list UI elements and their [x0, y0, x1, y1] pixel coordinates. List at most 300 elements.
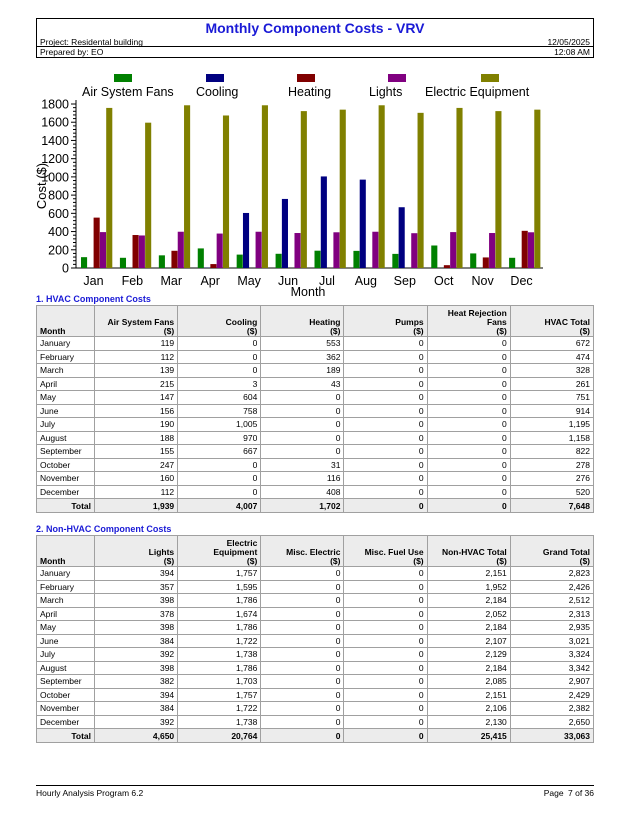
- hvac-table-header: [37, 306, 594, 337]
- bar: [262, 105, 268, 268]
- bar: [470, 253, 476, 268]
- table-cell: 384: [95, 634, 178, 648]
- table-cell: 1,757: [178, 567, 261, 581]
- x-tick-label: Aug: [354, 274, 377, 288]
- y-tick-label: 400: [48, 225, 69, 240]
- table-cell: 0: [427, 485, 510, 499]
- table-cell: 398: [95, 661, 178, 675]
- table-row: [37, 607, 594, 621]
- table-cell: 0: [261, 431, 344, 445]
- nonhvac-col-header: [510, 536, 593, 567]
- header-text: Non-HVAC Total: [441, 547, 507, 557]
- x-tick-label: Jul: [318, 274, 335, 288]
- table-cell: 0: [261, 607, 344, 621]
- total-cell: 7,648: [510, 499, 593, 513]
- legend-label: Air System Fans: [82, 85, 174, 99]
- table-cell: September: [37, 445, 95, 459]
- table-cell: 2,907: [510, 675, 593, 689]
- table-cell: March: [37, 594, 95, 608]
- table-cell: December: [37, 715, 95, 729]
- table-cell: March: [37, 364, 95, 378]
- program-name: Hourly Analysis Program 6.2: [36, 788, 144, 798]
- header-text: Misc. Electric: [286, 547, 341, 557]
- x-axis-label: Month: [290, 285, 326, 299]
- total-row: [37, 729, 594, 743]
- table-cell: September: [37, 675, 95, 689]
- table-cell: 1,674: [178, 607, 261, 621]
- table-row: [37, 431, 594, 445]
- table-cell: 1,757: [178, 688, 261, 702]
- bar: [133, 235, 139, 268]
- table-cell: 3: [178, 377, 261, 391]
- table-cell: May: [37, 621, 95, 635]
- table-cell: 0: [344, 418, 427, 432]
- table-cell: 2,151: [427, 688, 510, 702]
- total-cell: 0: [261, 729, 344, 743]
- table-row: [37, 472, 594, 486]
- bar: [100, 232, 106, 268]
- table-cell: 604: [178, 391, 261, 405]
- table-cell: 31: [261, 458, 344, 472]
- header-text: HVAC Total: [544, 317, 590, 327]
- table-row: [37, 567, 594, 581]
- table-cell: 2,184: [427, 661, 510, 675]
- table-cell: 382: [95, 675, 178, 689]
- table-cell: 0: [344, 594, 427, 608]
- bar: [353, 251, 359, 268]
- report-title: Monthly Component Costs - VRV: [205, 20, 425, 36]
- bar: [294, 233, 300, 268]
- table-cell: 188: [95, 431, 178, 445]
- table-cell: 0: [344, 661, 427, 675]
- table-cell: 474: [510, 350, 593, 364]
- total-cell: Total: [37, 729, 95, 743]
- hvac-col-header: [178, 306, 261, 337]
- table-cell: 160: [95, 472, 178, 486]
- total-row: [37, 499, 594, 513]
- header-text: Equipment: [213, 547, 258, 557]
- total-cell: 33,063: [510, 729, 593, 743]
- table-row: [37, 661, 594, 675]
- x-tick-label: Feb: [121, 274, 144, 288]
- table-row: [37, 594, 594, 608]
- nonhvac-section-title: 2. Non-HVAC Component Costs: [36, 524, 172, 534]
- x-tick-label: Mar: [160, 274, 183, 288]
- table-cell: 394: [95, 567, 178, 581]
- table-cell: 2,129: [427, 648, 510, 662]
- header-text: ($): [579, 326, 590, 336]
- legend-swatch: [388, 74, 406, 82]
- table-row: [37, 391, 594, 405]
- total-cell: 1,939: [95, 499, 178, 513]
- table-cell: 398: [95, 621, 178, 635]
- bar: [94, 218, 100, 268]
- hvac-section-title: 1. HVAC Component Costs: [36, 294, 151, 304]
- x-tick-label: Sep: [393, 274, 416, 288]
- table-cell: 0: [261, 391, 344, 405]
- table-cell: 2,313: [510, 607, 593, 621]
- bar: [534, 110, 540, 268]
- bar: [223, 115, 229, 268]
- header-text: ($): [246, 556, 258, 566]
- table-cell: July: [37, 648, 95, 662]
- total-cell: 0: [344, 499, 427, 513]
- table-row: [37, 648, 594, 662]
- project-name: Project: Residental building: [40, 37, 144, 47]
- table-row: [37, 580, 594, 594]
- table-cell: October: [37, 458, 95, 472]
- y-tick-label: 1600: [41, 115, 69, 130]
- table-cell: 0: [427, 391, 510, 405]
- table-cell: 0: [344, 377, 427, 391]
- table-cell: 3,324: [510, 648, 593, 662]
- table-cell: October: [37, 688, 95, 702]
- table-cell: 392: [95, 648, 178, 662]
- table-cell: 758: [178, 404, 261, 418]
- table-cell: 667: [178, 445, 261, 459]
- table-cell: 0: [344, 404, 427, 418]
- table-cell: 0: [178, 364, 261, 378]
- legend-swatch: [206, 74, 224, 82]
- table-cell: 2,823: [510, 567, 593, 581]
- header-text: ($): [413, 326, 424, 336]
- table-cell: May: [37, 391, 95, 405]
- nonhvac-col-header: [427, 536, 510, 567]
- bar: [159, 255, 165, 268]
- table-cell: 3,021: [510, 634, 593, 648]
- table-cell: 190: [95, 418, 178, 432]
- table-cell: 0: [427, 472, 510, 486]
- total-cell: 4,650: [95, 729, 178, 743]
- header-text: Misc. Fuel Use: [364, 547, 424, 557]
- bar: [360, 180, 366, 268]
- table-cell: 0: [344, 431, 427, 445]
- table-cell: 0: [344, 634, 427, 648]
- table-cell: January: [37, 567, 95, 581]
- table-cell: 0: [427, 350, 510, 364]
- bar: [444, 265, 450, 268]
- hvac-col-header: [427, 306, 510, 337]
- legend-swatch: [297, 74, 315, 82]
- table-cell: 0: [344, 715, 427, 729]
- table-cell: 0: [344, 675, 427, 689]
- x-tick-label: Apr: [200, 274, 220, 288]
- table-cell: June: [37, 404, 95, 418]
- table-cell: August: [37, 431, 95, 445]
- table-cell: 0: [344, 621, 427, 635]
- bar: [178, 232, 184, 268]
- report-time: 12:08 AM: [554, 47, 590, 57]
- table-cell: 1,952: [427, 580, 510, 594]
- table-cell: 0: [427, 445, 510, 459]
- y-tick-label: 1000: [41, 170, 69, 185]
- x-tick-label: Oct: [433, 274, 454, 288]
- bar: [483, 257, 489, 268]
- x-tick-label: Jun: [277, 274, 299, 288]
- table-cell: 0: [427, 337, 510, 351]
- table-cell: 970: [178, 431, 261, 445]
- x-tick-label: Dec: [510, 274, 533, 288]
- table-cell: April: [37, 607, 95, 621]
- legend-label: Electric Equipment: [425, 85, 530, 99]
- table-cell: 119: [95, 337, 178, 351]
- table-row: [37, 688, 594, 702]
- table-cell: 2,184: [427, 621, 510, 635]
- table-cell: 392: [95, 715, 178, 729]
- bar: [184, 105, 190, 268]
- table-cell: 2,184: [427, 594, 510, 608]
- page-label: Page: [543, 788, 564, 798]
- table-cell: 0: [344, 688, 427, 702]
- table-cell: July: [37, 418, 95, 432]
- total-cell: 20,764: [178, 729, 261, 743]
- table-cell: February: [37, 350, 95, 364]
- table-cell: 0: [261, 634, 344, 648]
- bar: [243, 213, 249, 268]
- table-cell: 398: [95, 594, 178, 608]
- table-cell: 2,382: [510, 702, 593, 716]
- y-tick-label: 200: [48, 243, 69, 258]
- bar: [418, 113, 424, 268]
- table-cell: 362: [261, 350, 344, 364]
- bar: [411, 233, 417, 268]
- total-cell: 0: [427, 499, 510, 513]
- header-text: ($): [496, 326, 507, 336]
- table-cell: 2,085: [427, 675, 510, 689]
- bar: [171, 251, 177, 268]
- header-text: Cooling: [225, 317, 258, 327]
- table-cell: 1,786: [178, 621, 261, 635]
- table-cell: 247: [95, 458, 178, 472]
- table-cell: 156: [95, 404, 178, 418]
- table-cell: 0: [344, 350, 427, 364]
- header-text: Grand Total: [542, 547, 590, 557]
- nonhvac-col-header: [178, 536, 261, 567]
- monthly-cost-chart: [0, 0, 640, 300]
- table-cell: 751: [510, 391, 593, 405]
- header-text: ($): [330, 556, 341, 566]
- table-cell: 2,426: [510, 580, 593, 594]
- table-cell: 0: [178, 350, 261, 364]
- table-cell: June: [37, 634, 95, 648]
- bar: [509, 258, 515, 268]
- legend-swatch: [114, 74, 132, 82]
- table-cell: 0: [344, 702, 427, 716]
- table-cell: January: [37, 337, 95, 351]
- table-row: [37, 364, 594, 378]
- table-cell: 1,158: [510, 431, 593, 445]
- prepared-by: Prepared by: EO: [40, 47, 104, 57]
- table-row: [37, 418, 594, 432]
- legend-label: Cooling: [196, 85, 239, 99]
- page-number: [542, 788, 594, 798]
- x-tick-label: Jan: [83, 274, 104, 288]
- table-cell: 1,595: [178, 580, 261, 594]
- table-cell: 2,106: [427, 702, 510, 716]
- table-row: [37, 377, 594, 391]
- table-cell: November: [37, 702, 95, 716]
- nonhvac-col-header: [261, 536, 344, 567]
- table-cell: 1,786: [178, 594, 261, 608]
- bar: [333, 232, 339, 268]
- table-cell: 672: [510, 337, 593, 351]
- table-cell: 0: [261, 580, 344, 594]
- total-cell: 25,415: [427, 729, 510, 743]
- table-cell: 0: [261, 621, 344, 635]
- bar: [456, 108, 462, 268]
- table-cell: 520: [510, 485, 593, 499]
- total-cell: Total: [37, 499, 95, 513]
- bar: [217, 234, 223, 268]
- bar: [198, 248, 204, 268]
- table-row: [37, 485, 594, 499]
- bar: [528, 232, 534, 268]
- table-cell: 0: [261, 702, 344, 716]
- table-cell: 155: [95, 445, 178, 459]
- table-cell: 0: [178, 337, 261, 351]
- table-cell: 116: [261, 472, 344, 486]
- table-cell: 0: [427, 418, 510, 432]
- bar: [315, 251, 321, 268]
- table-cell: 1,195: [510, 418, 593, 432]
- table-cell: 1,738: [178, 715, 261, 729]
- table-row: [37, 458, 594, 472]
- table-cell: 0: [427, 404, 510, 418]
- table-cell: 357: [95, 580, 178, 594]
- table-row: [37, 634, 594, 648]
- bar: [81, 257, 87, 268]
- table-row: [37, 715, 594, 729]
- table-cell: 0: [344, 458, 427, 472]
- header-text: Electric: [226, 538, 258, 548]
- table-cell: 2,512: [510, 594, 593, 608]
- table-cell: 2,107: [427, 634, 510, 648]
- bar: [340, 110, 346, 268]
- header-text: ($): [163, 556, 175, 566]
- table-cell: 276: [510, 472, 593, 486]
- table-cell: 2,130: [427, 715, 510, 729]
- table-cell: 139: [95, 364, 178, 378]
- table-row: [37, 621, 594, 635]
- bar: [256, 232, 262, 268]
- table-cell: November: [37, 472, 95, 486]
- header-text: Air System Fans: [107, 317, 175, 327]
- header-text: ($): [413, 556, 424, 566]
- footer-divider: [36, 785, 594, 786]
- table-cell: 408: [261, 485, 344, 499]
- header-text: Heating: [309, 317, 341, 327]
- table-cell: 2,151: [427, 567, 510, 581]
- total-cell: 1,702: [261, 499, 344, 513]
- table-cell: 0: [261, 567, 344, 581]
- table-cell: 278: [510, 458, 593, 472]
- table-cell: 0: [344, 364, 427, 378]
- table-cell: 0: [344, 485, 427, 499]
- table-cell: 0: [427, 364, 510, 378]
- table-cell: 147: [95, 391, 178, 405]
- table-cell: 0: [261, 418, 344, 432]
- y-tick-label: 0: [62, 261, 69, 276]
- bar: [237, 255, 243, 268]
- table-cell: 0: [261, 648, 344, 662]
- table-cell: 822: [510, 445, 593, 459]
- header-text: Fans: [486, 317, 507, 327]
- bar: [120, 258, 126, 268]
- header-text: ($): [163, 326, 175, 336]
- nonhvac-col-header: [37, 536, 95, 567]
- page-count: 7 of 36: [568, 788, 594, 798]
- bar: [431, 245, 437, 268]
- table-cell: 328: [510, 364, 593, 378]
- bar: [495, 111, 501, 268]
- table-cell: 261: [510, 377, 593, 391]
- nonhvac-col-header: [344, 536, 427, 567]
- table-cell: 0: [427, 377, 510, 391]
- bar: [399, 207, 405, 268]
- header-text: Lights: [148, 547, 175, 557]
- table-cell: 0: [178, 458, 261, 472]
- table-cell: February: [37, 580, 95, 594]
- table-cell: 1,703: [178, 675, 261, 689]
- x-tick-label: Nov: [471, 274, 494, 288]
- table-row: [37, 337, 594, 351]
- bar: [392, 254, 398, 268]
- y-tick-label: 1200: [41, 152, 69, 167]
- bar: [139, 235, 145, 268]
- header-text: ($): [579, 556, 590, 566]
- total-cell: 0: [344, 729, 427, 743]
- table-cell: 394: [95, 688, 178, 702]
- table-cell: 0: [178, 472, 261, 486]
- y-axis-label: Cost ($): [34, 162, 49, 210]
- table-cell: 0: [261, 675, 344, 689]
- y-tick-label: 1800: [41, 97, 69, 112]
- table-cell: 215: [95, 377, 178, 391]
- hvac-cost-table: [36, 305, 594, 513]
- bar: [321, 176, 327, 268]
- table-cell: 0: [344, 472, 427, 486]
- table-cell: 1,005: [178, 418, 261, 432]
- table-cell: 0: [344, 648, 427, 662]
- table-cell: December: [37, 485, 95, 499]
- bar: [372, 232, 378, 268]
- table-cell: 1,738: [178, 648, 261, 662]
- y-tick-label: 800: [48, 188, 69, 203]
- header-text: ($): [246, 326, 258, 336]
- table-cell: 553: [261, 337, 344, 351]
- hvac-col-header: [261, 306, 344, 337]
- legend-label: Lights: [369, 85, 403, 99]
- table-cell: 0: [261, 404, 344, 418]
- table-row: [37, 350, 594, 364]
- y-tick-label: 1400: [41, 133, 69, 148]
- total-cell: 4,007: [178, 499, 261, 513]
- table-cell: 2,429: [510, 688, 593, 702]
- table-cell: 112: [95, 350, 178, 364]
- nonhvac-table-header: [37, 536, 594, 567]
- table-cell: 112: [95, 485, 178, 499]
- header-text: Month: [40, 556, 66, 566]
- table-cell: 384: [95, 702, 178, 716]
- table-cell: 0: [427, 458, 510, 472]
- table-cell: 0: [261, 445, 344, 459]
- table-cell: 2,650: [510, 715, 593, 729]
- header-text: Heat Rejection: [447, 308, 507, 318]
- table-cell: 0: [344, 580, 427, 594]
- table-cell: 0: [261, 594, 344, 608]
- table-cell: 0: [427, 431, 510, 445]
- table-cell: 189: [261, 364, 344, 378]
